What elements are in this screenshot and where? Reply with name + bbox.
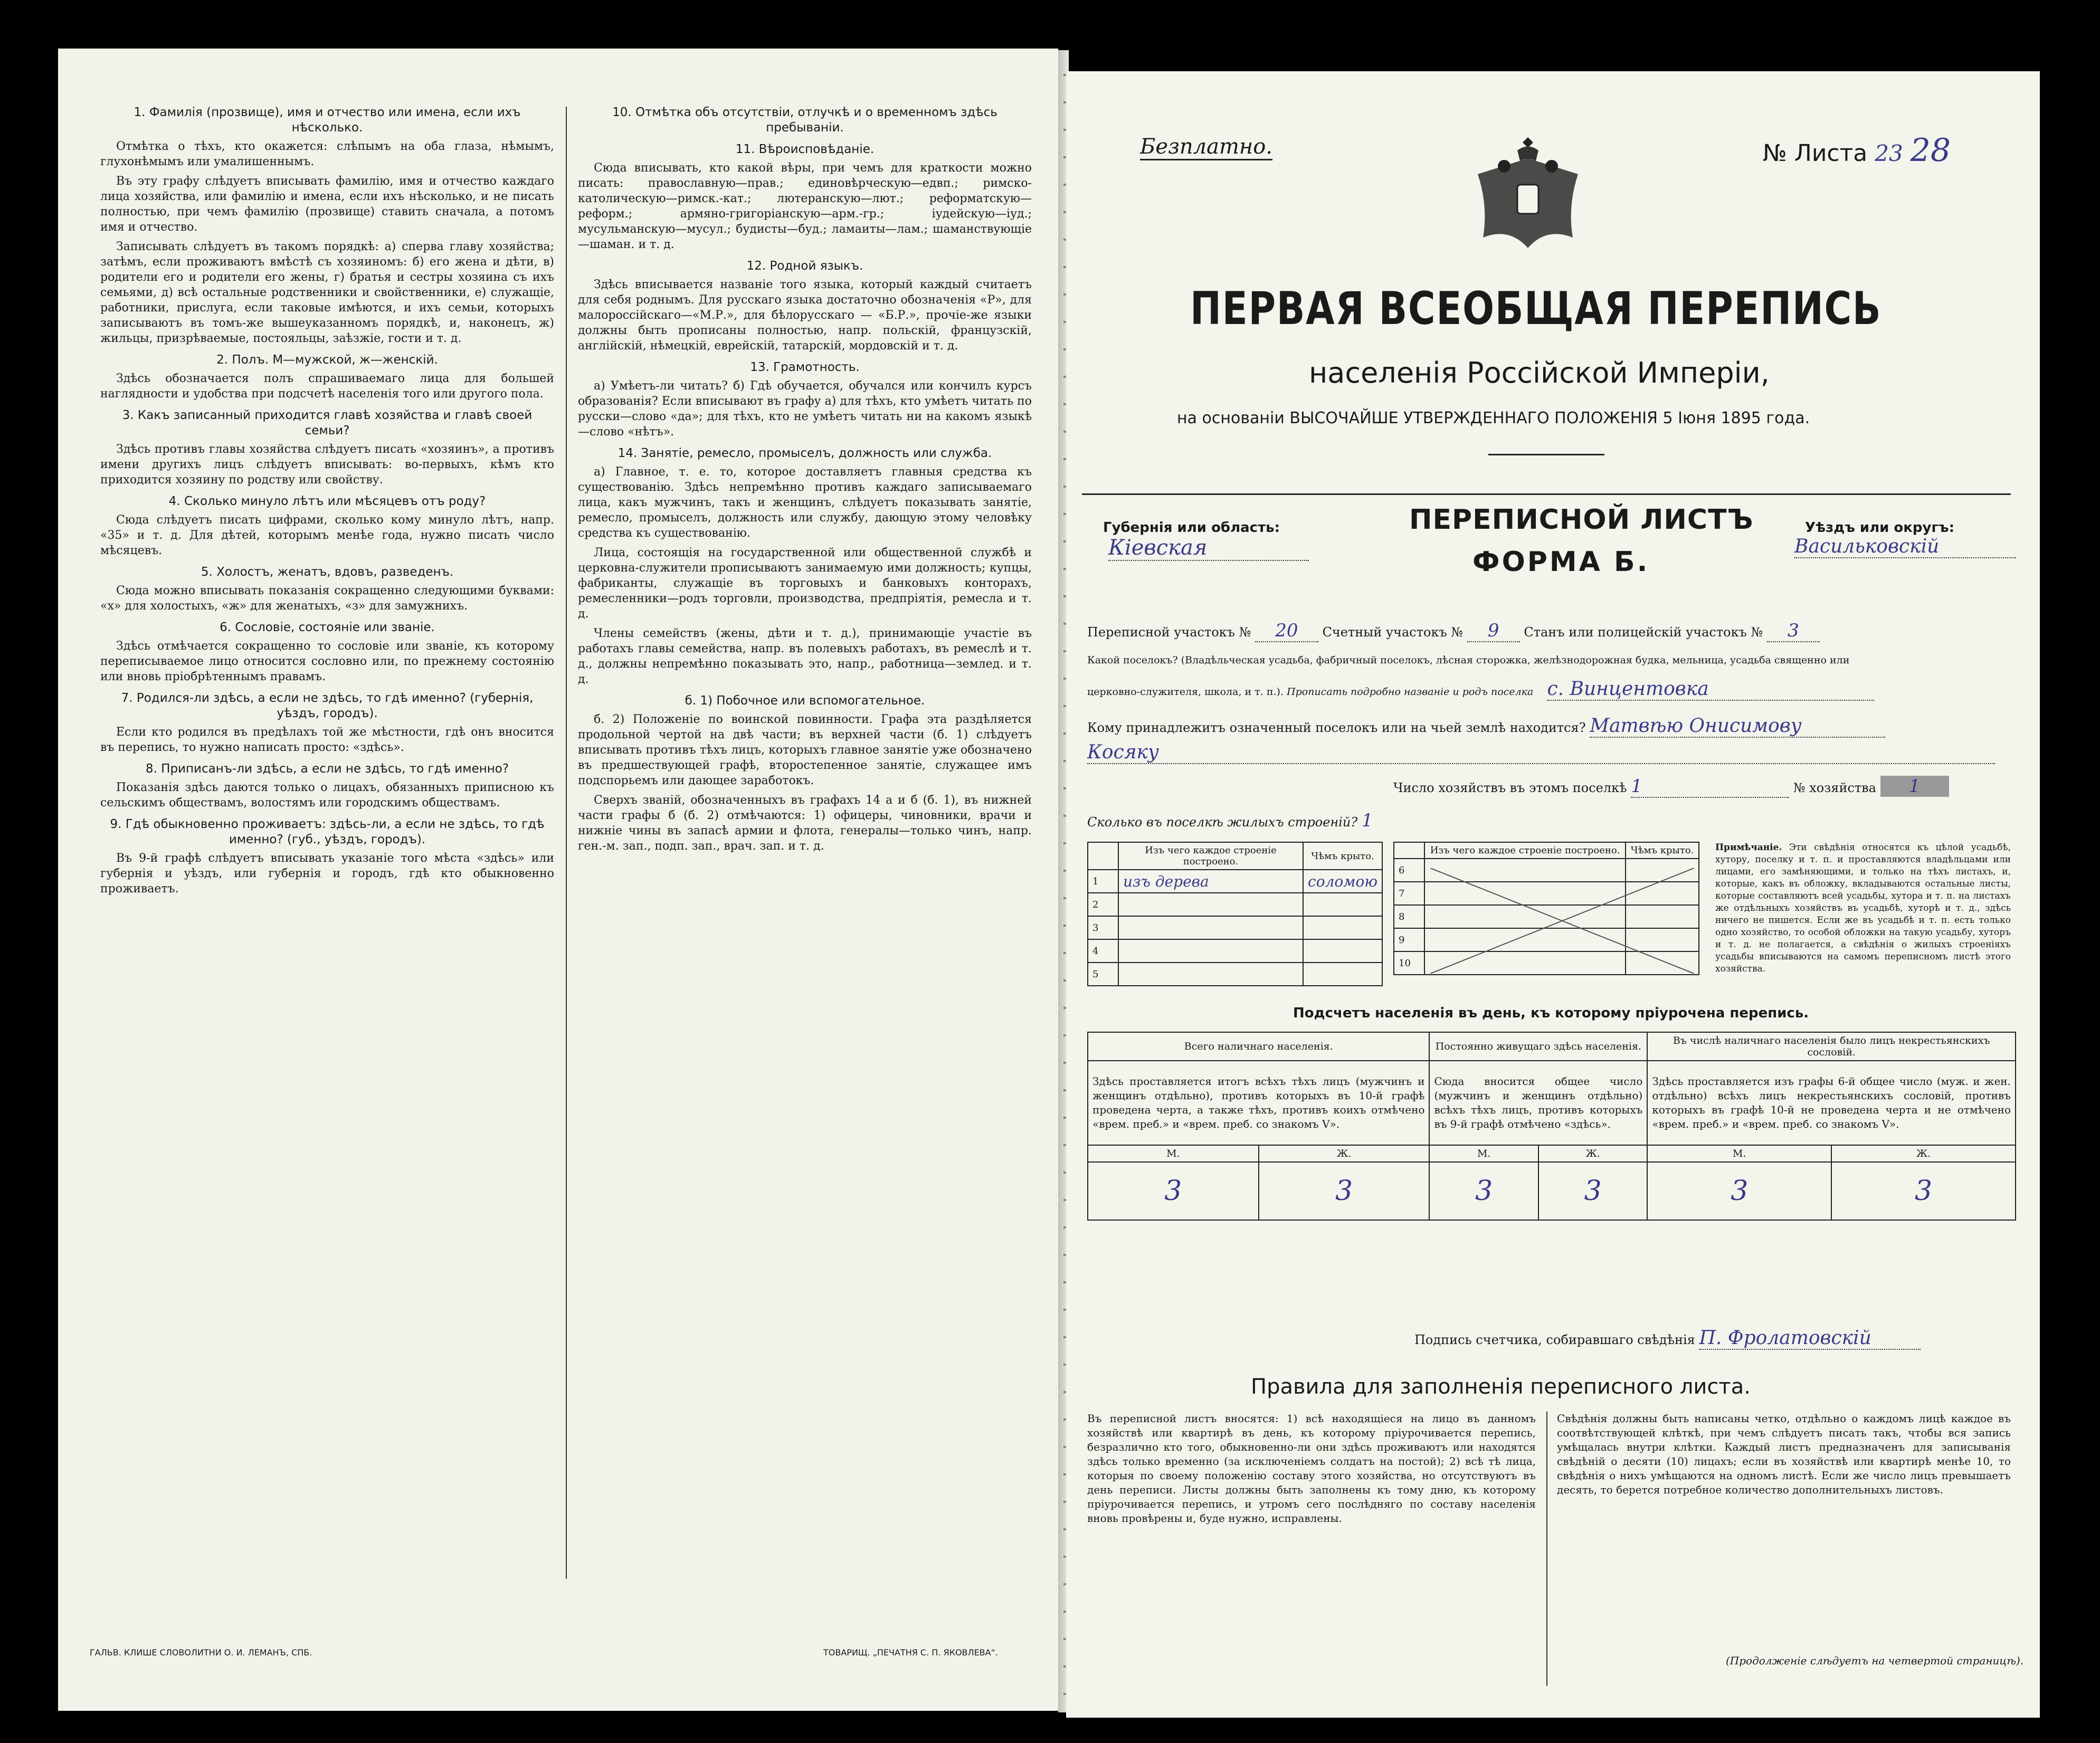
buildings-col-material-2: Изъ чего каждое строеніе построено.	[1424, 842, 1626, 859]
count-col-total: Всего наличнаго населенія.	[1088, 1032, 1429, 1061]
buildings-row	[1087, 810, 1373, 831]
census-subtitle: населенія Россійской Имперіи,	[1309, 356, 1770, 389]
stan-value: 3	[1767, 620, 1820, 642]
header-rule	[1082, 493, 2011, 495]
districts-row	[1087, 620, 1820, 642]
count-desc-total: Здѣсь проставляется итогъ всѣхъ тѣхъ лицъ (мужчинъ и женщинъ отдѣльно), противъ которыхъ въ 10-й графѣ проведена черта, а также тѣхъ, противъ коихъ отмѣчено «врем. преб.» и «врем. преб. со знакомъ V».	[1088, 1061, 1429, 1145]
stan-label: Станъ или полицейскій участокъ №	[1524, 625, 1763, 640]
buildings-value: 1	[1361, 810, 1373, 831]
owner-value: Матвѣю Онисимову	[1590, 715, 1885, 738]
row-number: 6	[1394, 859, 1424, 882]
signature-row	[1414, 1327, 1921, 1350]
sheet-number-field	[1763, 132, 1951, 169]
row-roof	[1303, 893, 1382, 916]
section-paragraph: Въ эту графу слѣдуетъ вписывать фамилію, имя и отчество каждаго лица хозяйства, или фамилію и имена, если ихъ нѣсколько, и не писать полностью, при чемъ фамилію (прозвище) ставить сначала, а потомъ имя и отчество.	[100, 175, 554, 234]
row-roof	[1303, 939, 1382, 963]
count-value: 3	[1538, 1162, 1647, 1220]
rules-text-left: Въ переписной листъ вносятся: 1) всѣ находящіеся на лицо въ данномъ хозяйствѣ или квартирѣ въ день, къ которому пріурочивается перепись, безразлично кто того, обыкновенно-ли они здѣсь проживаютъ или находятся здѣсь только временно (за исключеніемъ солдатъ на постой); 2) всѣ тѣ лица, которыя по своему положенію составу этого хозяйства, но отсутствуютъ въ день переписи. Листы должны быть заполнены къ тому дню, къ которому пріурочивается перепись, и утромъ сего послѣдняго по составу населенія вновь провѣрены и, буде нужно, исправлены.	[1087, 1412, 1536, 1525]
left-page	[58, 49, 1058, 1711]
section-heading: 12. Родной языкъ.	[746, 259, 863, 273]
section-paragraph: Отмѣтка о тѣхъ, кто окажется: слѣпымъ на оба глаза, нѣмымъ, глухонѣмымъ или умалишеннымъ.	[100, 140, 554, 168]
section-heading: 11. Вѣроисповѣданіе.	[735, 142, 875, 156]
section-paragraph: Здѣсь отмѣчается сокращенно то сословіе или званіе, къ которому переписываемое лицо относится сословно или, по прежнему состоянію или вновь пріобрѣтеннымъ правамъ.	[100, 640, 554, 683]
households-value: 1	[1631, 776, 1789, 798]
row-roof	[1303, 916, 1382, 939]
poselok-label: Какой поселокъ? (Владѣльческая усадьба, фабричный поселокъ, лѣсная сторожка, желѣзнодорожная будка, мельница, усадьба священно или	[1087, 654, 1850, 666]
instructions-column-2	[578, 99, 1032, 858]
row-material	[1118, 939, 1303, 963]
poselok-hint: Прописать подробно названіе и родъ поселка	[1287, 686, 1534, 698]
right-page	[1066, 71, 2040, 1718]
section-paragraph: Сюда можно вписывать показанія сокращенно следующими буквами: «х» для холостыхъ, «ж» для женатыхъ, «з» для замужнихъ.	[100, 584, 554, 613]
buildings-row-item	[1088, 963, 1382, 986]
section-heading: б. 1) Побочное или вспомогательное.	[685, 694, 925, 708]
row-material	[1118, 963, 1303, 986]
row-material	[1118, 916, 1303, 939]
section-heading: 3. Какъ записанный приходится главѣ хозяйства и главѣ своей семьи?	[122, 408, 533, 437]
uchastok-label: Переписной участокъ №	[1087, 625, 1251, 640]
section-heading: 2. Полъ. М—мужской, ж—женскій.	[216, 353, 438, 367]
owner-row	[1087, 715, 1885, 738]
household-number-value: 1	[1880, 776, 1949, 797]
section-heading: 6. Сословіе, состояніе или званіе.	[220, 621, 435, 634]
male-header: М.	[1429, 1145, 1538, 1162]
count-value: 3	[1088, 1162, 1259, 1220]
row-roof: соломою	[1303, 870, 1382, 893]
census-title: ПЕРВАЯ ВСЕОБЩАЯ ПЕРЕПИСЬ	[1190, 282, 1882, 335]
section-paragraph: Здѣсь вписывается названіе того языка, который каждый считаетъ для себя роднымъ. Для русскаго языка достаточно обозначенія «Р», для малороссійскаго—«М.Р.», для бѣлорусскаго — «Б.Р.», прочіе-же языки должны быть прописаны полностью, напр. польскій, французскій, англійскій, нѣмецкій, еврейскій, татарскій, мордовскій и т. д.	[578, 278, 1032, 353]
owner-label: Кому принадлежитъ означенный поселокъ или на чьей землѣ находится?	[1087, 720, 1586, 735]
section-paragraph: а) Главное, т. е. то, которое доставляетъ главныя средства къ существованію. Здѣсь непремѣнно противъ каждаго записываемаго лица, какъ мужчинъ, такъ и женщинъ, слѣдуетъ показывать занятіе, ремесло, промыселъ, должность или службу, дающую этому человѣку средства къ существованію.	[578, 465, 1032, 540]
signature-value: П. Фролатовскій	[1699, 1327, 1921, 1350]
female-header: Ж.	[1831, 1145, 2016, 1162]
crossed-out-mark	[1430, 868, 1694, 974]
note-block	[1715, 842, 2011, 975]
uezd-value: Васильковскій	[1794, 536, 2016, 558]
buildings-row-item	[1088, 893, 1382, 916]
section-paragraph: Сюда вписывать, кто какой вѣры, при чемъ для краткости можно писать: православную—прав.; единовѣрческую—едвп.; римско-католическую—римск.-кат.; лютеранскую—лют.; реформатскую—реформ.; армяно-григоріанскую—арм.-гр.; іудейскую—іуд.; мусульманскую—мусул.; будисты—буд.; ламаиты—лам.; шаманствующіе—шаман. и т. д.	[578, 161, 1032, 251]
row-roof	[1303, 963, 1382, 986]
uchastok-value: 20	[1255, 620, 1318, 642]
buildings-row-item	[1088, 939, 1382, 963]
population-count-table	[1087, 1032, 2016, 1221]
section-heading: 10. Отмѣтка объ отсутствіи, отлучкѣ и о временномъ здѣсь пребываніи.	[612, 106, 997, 135]
section-paragraph: Здѣсь обозначается полъ спрашиваемаго лица для большей наглядности и удобства при подсчетѣ населенія того или другого пола.	[100, 372, 554, 401]
row-number: 1	[1088, 870, 1118, 893]
count-desc-nonpeasant: Здѣсь проставляется изъ графы 6-й общее число (муж. и жен. отдѣльно) всѣхъ лицъ некрестьянскихъ сословій, противъ которыхъ въ графѣ 10-й не проведена черта и не отмѣчено «врем. преб.» и «врем. преб. со знакомъ V».	[1647, 1061, 2016, 1145]
rules-text-right: Свѣдѣнія должны быть написаны четко, отдѣльно о каждомъ лицѣ каждое въ соотвѣтствующей клѣткѣ, при чемъ слѣдуетъ писать такъ, чтобы вся запись умѣщалась внутри клѣтки. Каждый листъ предназначенъ для записыванія свѣдѣній о десяти (10) лицахъ; если въ хозяйствѣ или квартирѣ менѣе 10, то свѣдѣнія о нихъ умѣщаются на одномъ листѣ. Если же число лицъ превышаетъ десять, то берется потребное количество дополнительныхъ листовъ.	[1557, 1412, 2011, 1496]
section-heading: 4. Сколько минуло лѣтъ или мѣсяцевъ отъ роду?	[168, 494, 486, 508]
row-number: 5	[1088, 963, 1118, 986]
section-paragraph: а) Умѣетъ-ли читать? б) Гдѣ обучается, обучался или кончилъ курсъ образованія? Если вписывают въ графу а) для тѣхъ, кто умѣетъ читать по русски—слово «да»; для тѣхъ, кто не умѣетъ читать ни на какомъ языкѣ—слово «нѣтъ».	[578, 379, 1032, 439]
double-headed-eagle-emblem	[1467, 121, 1589, 264]
imprint-left: ГАЛЬВ. КЛИШЕ СЛОВОЛИТНИ О. И. ЛЕМАНЪ, СПБ.	[90, 1647, 312, 1658]
column-divider	[566, 107, 567, 1579]
section-heading: 13. Грамотность.	[750, 360, 860, 374]
row-number: 10	[1394, 951, 1424, 975]
buildings-col-material: Изъ чего каждое строеніе построено.	[1118, 842, 1303, 870]
poselok-label-2: церковно-служителя, школа, и т. п.).	[1087, 686, 1284, 698]
row-number: 7	[1394, 882, 1424, 905]
count-col-nonpeasant: Въ числѣ наличнаго населенія было лицъ некрестьянскихъ сословій.	[1647, 1032, 2016, 1061]
male-header: М.	[1088, 1145, 1259, 1162]
female-header: Ж.	[1538, 1145, 1647, 1162]
row-number: 3	[1088, 916, 1118, 939]
section-paragraph: Если кто родился въ предѣлахъ той же мѣстности, гдѣ онъ вносится въ перепись, то нужно написать просто: «здѣсь».	[100, 726, 554, 754]
sheet-number-value: 23	[1875, 140, 1903, 166]
buildings-row-item	[1088, 870, 1382, 893]
buildings-row-item	[1088, 916, 1382, 939]
decree-line: на основаніи ВЫСОЧАЙШЕ УТВЕРЖДЕННАГО ПОЛОЖЕНІЯ 5 Іюня 1895 года.	[1177, 409, 1810, 427]
row-number: 8	[1394, 905, 1424, 928]
uezd-label: Уѣздъ или округъ:	[1805, 520, 1954, 536]
section-paragraph: Въ 9-й графѣ слѣдуетъ вписывать указаніе того мѣста «здѣсь» или губернія и уѣздъ, или губернія и городъ, гдѣ кто обыкновенно проживаетъ.	[100, 852, 554, 896]
section-heading: 9. Гдѣ обыкновенно проживаетъ: здѣсь-ли, а если не здѣсь, то гдѣ именно? (губ., уѣздъ, городъ).	[110, 817, 545, 846]
row-number: 9	[1394, 928, 1424, 951]
poselok-value: с. Винцентовка	[1547, 678, 1874, 701]
male-header: М.	[1647, 1145, 1831, 1162]
section-paragraph: Показанія здѣсь даются только о лицахъ, обязанныхъ приписною къ сельскимъ обществамъ, волостямъ или городскимъ обществамъ.	[100, 781, 554, 809]
section-heading: 7. Родился-ли здѣсь, а если не здѣсь, то гдѣ именно? (губернія, уѣздъ, городъ).	[121, 691, 534, 720]
section-paragraph: Сюда слѣдуетъ писать цифрами, сколько кому минуло лѣтъ, напр. «35» и т. д. Для дѣтей, которымъ менѣе года, нужно писать число мѣсяцевъ.	[100, 513, 554, 557]
household-number-label: № хозяйства	[1793, 780, 1876, 795]
row-number: 2	[1088, 893, 1118, 916]
row-material: изъ дерева	[1118, 870, 1303, 893]
row-number: 4	[1088, 939, 1118, 963]
count-col-permanent: Постоянно живущаго здѣсь населенія.	[1429, 1032, 1647, 1061]
section-paragraph: Члены семействъ (жены, дѣти и т. д.), принимающіе участіе въ работахъ главы семейства, напр. въ полевыхъ работахъ, въ ремеслѣ и т. д., должны непремѣнно показывать это, напр., работница—землед. и т. д.	[578, 627, 1032, 686]
rules-title: Правила для заполненія переписного листа.	[1251, 1375, 1751, 1399]
count-desc-permanent: Сюда вносится общее число (мужчинъ и женщинъ отдѣльно) всѣхъ тѣхъ лицъ, противъ которыхъ въ 9-й графѣ отмѣчено «здѣсь».	[1429, 1061, 1647, 1145]
section-paragraph: Лица, состоящія на государственной или общественной службѣ и церковна-служители прописываютъ занимаемую ими должность; купцы, фабриканты, служащіе въ торговыхъ и банковыхъ конторахъ, ремесленники—родъ торговли, производства, предпріятія, ремесла и т. д.	[578, 546, 1032, 621]
count-value: 3	[1647, 1162, 1831, 1220]
row-material	[1118, 893, 1303, 916]
imprint-right: ТОВАРИЩ. „ПЕЧАТНЯ С. П. ЯКОВЛЕВА“.	[823, 1647, 998, 1658]
sheet-number-extra: 28	[1910, 132, 1951, 169]
buildings-col-roof-2: Чѣмъ крыто.	[1626, 842, 1699, 859]
female-header: Ж.	[1259, 1145, 1430, 1162]
count-value: 3	[1831, 1162, 2016, 1220]
buildings-label: Сколько въ поселкѣ жилыхъ строеній?	[1087, 815, 1358, 830]
section-paragraph: Сверхъ званій, обозначенныхъ въ графахъ 14 а и б (б. 1), въ нижней части графы б (б. 2) отмѣчаются: 1) офицеры, чиновники, врачи и нижніе чины въ запасѣ армии и флота, генералы—только чинъ, напр. ген.-м. зап., подп. зап., врач. зап. и т. д.	[578, 794, 1032, 853]
section-heading: 1. Фамилія (прозвище), имя и отчество или имена, если ихъ нѣсколько.	[134, 106, 521, 135]
section-heading: 5. Холостъ, женатъ, вдовъ, разведенъ.	[201, 565, 454, 579]
section-heading: 14. Занятіе, ремесло, промыселъ, должность или служба.	[617, 446, 992, 460]
poselok-row	[1087, 678, 1874, 701]
guberniya-label: Губернія или область:	[1103, 520, 1280, 536]
section-paragraph: Здѣсь противъ главы хозяйства слѣдуетъ писать «хозяинъ», а противъ имени другихъ лицъ слѣдуетъ вписывать: во-первыхъ, кѣмъ кто приходится хозяину по родству или свойству.	[100, 443, 554, 487]
schet-value: 9	[1467, 620, 1520, 642]
households-row	[1393, 776, 1949, 798]
note-text: Эти свѣдѣнія относятся къ цѣлой усадьбѣ, хутору, поселку и т. п. и проставляются владѣльцами или лицами, его замѣняющими, и только на тѣхъ листахъ, и, которые, какъ въ обложку, вкладываются остальные листы, которые составляютъ всей усадьбы, хутора и т. п. на листахъ же отдѣльныхъ хозяйствъ въ усадьбѣ, хуторѣ и т. д., здѣсь ничего не пишется. Если же въ усадьбѣ и т. п. есть только одно хозяйство, то особой обложки на такую усадьбу, хуторъ и т. д. не полагается, а свѣдѣнія о жилыхъ строеніяхъ усадьбы вписываются на самомъ переписномъ листѣ этого хозяйства.	[1715, 842, 2011, 974]
form-subtitle: ФОРМА Б.	[1472, 546, 1650, 578]
sheet-number-label: № Листа	[1763, 140, 1868, 167]
title-rule	[1488, 454, 1604, 455]
signature-label: Подпись счетчика, собиравшаго свѣдѣнія	[1414, 1332, 1695, 1347]
guberniya-value: Кіевская	[1108, 536, 1309, 561]
form-title: ПЕРЕПИСНОЙ ЛИСТЪ	[1409, 504, 1754, 536]
households-label: Число хозяйствъ въ этомъ поселкѣ	[1393, 780, 1627, 795]
schet-label: Счетный участокъ №	[1322, 625, 1464, 640]
section-paragraph: Записывать слѣдуетъ въ такомъ порядкѣ: а) сперва главу хозяйства; затѣмъ, если проживаютъ вмѣстѣ съ хозяиномъ: б) его жена и дѣти, в) родители его и родители его жены, г) братья и сестры хозяина съ ихъ семьями, д) всѣ остальные родственники и свойственники, е) служащіе, работники, прислуга, если таковые имѣются, и ихъ семьи, которыхъ записываютъ въ томъ-же вышеуказанномъ порядкѣ, и, наконецъ, ж) жильцы, призрѣваемые, постояльцы, заѣзжіе, гости и т. д.	[100, 240, 554, 345]
buildings-col-roof: Чѣмъ крыто.	[1303, 842, 1382, 870]
instructions-column-1	[100, 99, 554, 901]
free-label: Безплатно.	[1140, 135, 1272, 160]
note-title: Примѣчаніе.	[1715, 842, 1782, 853]
section-heading: 8. Приписанъ-ли здѣсь, а если не здѣсь, то гдѣ именно?	[145, 762, 509, 776]
rules-divider	[1546, 1412, 1547, 1686]
continued-note: (Продолженіе слѣдуетъ на четвертой страницѣ).	[1726, 1654, 2024, 1667]
buildings-table-left	[1087, 842, 1383, 986]
count-title: Подсчетъ населенія въ день, къ которому пріурочена перепись.	[1293, 1005, 1809, 1021]
owner-value-2: Косяку	[1087, 741, 1995, 764]
count-value: 3	[1259, 1162, 1430, 1220]
count-value: 3	[1429, 1162, 1538, 1220]
section-paragraph: б. 2) Положеніе по воинской повинности. Графа эта раздѣляется продольной чертой на двѣ части; въ верхней части (б. 1) слѣдуетъ вписывать противъ тѣхъ лицъ, которыхъ главное занятіе уже обозначено въ предшествующей графѣ, второстепенное занятіе, служащее имъ подспорьемъ или дающее заработокъ.	[578, 713, 1032, 787]
